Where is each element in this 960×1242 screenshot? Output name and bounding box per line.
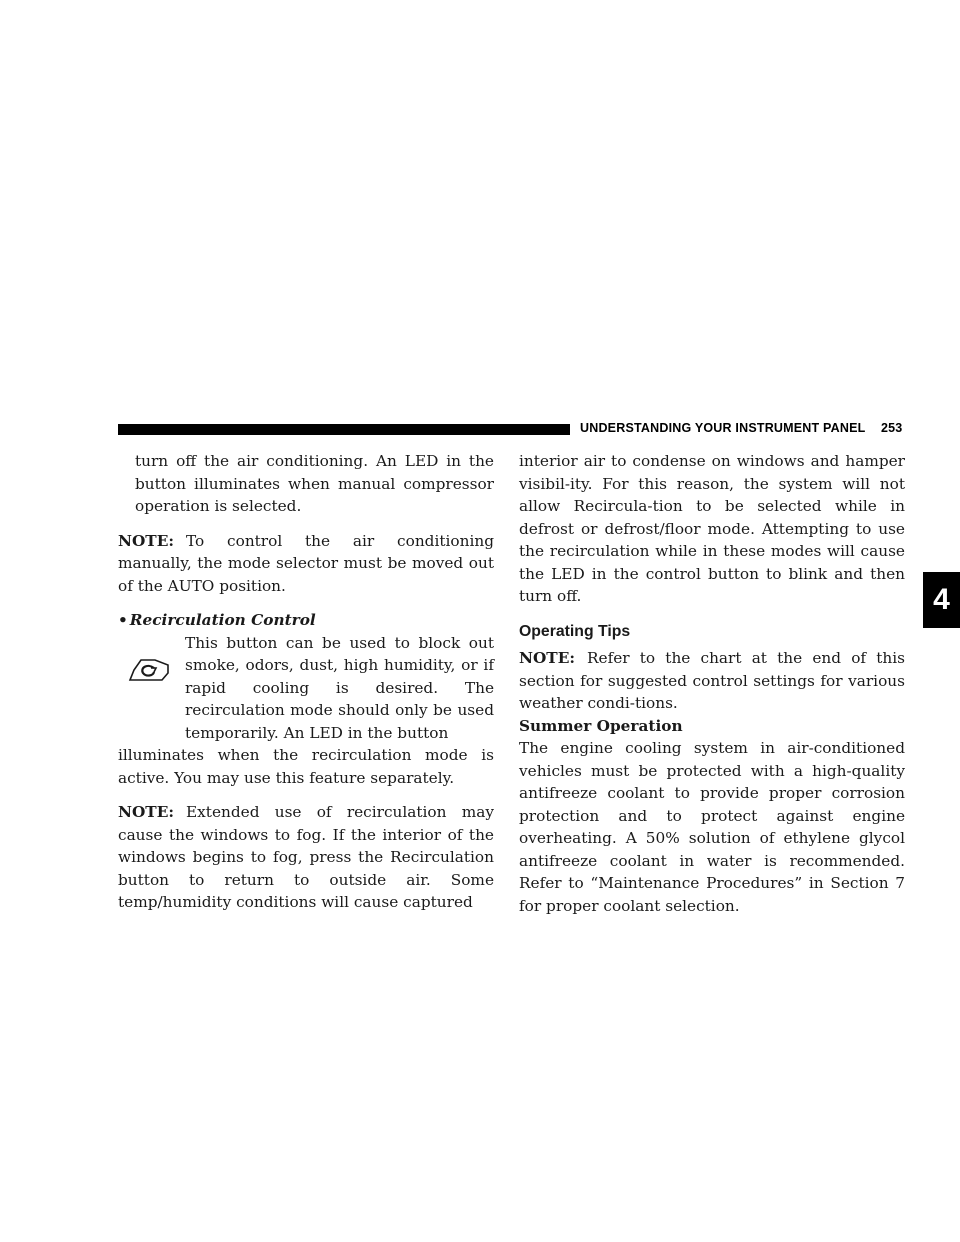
header-rule	[118, 424, 570, 435]
note	[118, 530, 494, 598]
section-heading: Operating Tips	[519, 622, 631, 640]
note-text: Extended use of recirculation may cause the windows to fog. If the interior of the windows begins to fog, press the Recirculation button to return to outside air. Some temp/humidity conditions will cause captured	[118, 803, 494, 911]
right-column	[519, 450, 905, 917]
note-text: Refer to the chart at the end of this section for suggested control settings for various weather condi-tions.	[519, 649, 905, 712]
note-label: NOTE:	[118, 531, 174, 550]
bullet-title: Recirculation Control	[129, 611, 316, 629]
paragraph: interior air to condense on windows and hamper visibil-ity. For this reason, the system will not allow Recircula-tion to be selected while in defrost or defrost/floor mode. Attempting to use the recirculation while in these modes will cause the LED in the control button to blink and then turn off.	[519, 452, 905, 605]
bullet-heading	[118, 609, 494, 632]
subsection-heading: Summer Operation	[519, 716, 683, 735]
bullet-icon: •	[118, 611, 128, 629]
running-header	[580, 421, 902, 435]
header-title: UNDERSTANDING YOUR INSTRUMENT PANEL	[580, 421, 866, 435]
paragraph: illuminates when the recirculation mode is active. You may use this feature separately.	[118, 746, 494, 787]
chapter-tab: 4	[923, 572, 960, 628]
note-text: To control the air conditioning manually, the mode selector must be moved out of the AUTO position.	[118, 531, 494, 595]
paragraph: The engine cooling system in air-conditioned vehicles must be protected with a high-quality antifreeze coolant to provide proper corrosion protection and to protect against engine overheating. A 50% solution of ethylene glycol antifreeze coolant in water is recommended. Refer to “Maintenance Procedures” in Section 7 for proper coolant selection.	[519, 739, 905, 915]
paragraph: turn off the air conditioning. An LED in the button illuminates when manual compressor operation is selected.	[135, 452, 494, 515]
left-column	[118, 450, 494, 914]
note-label: NOTE:	[519, 649, 575, 667]
note	[118, 801, 494, 914]
paragraph: This button can be used to block out smoke, odors, dust, high humidity, or if rapid cooling is desired. The recirculation mode should only be used temporarily. An LED in the button	[185, 633, 494, 742]
recirculation-icon	[128, 656, 170, 684]
note-label: NOTE:	[118, 803, 174, 821]
page-number: 253	[880, 421, 903, 435]
recirculation-description	[118, 632, 494, 745]
note	[519, 647, 905, 715]
